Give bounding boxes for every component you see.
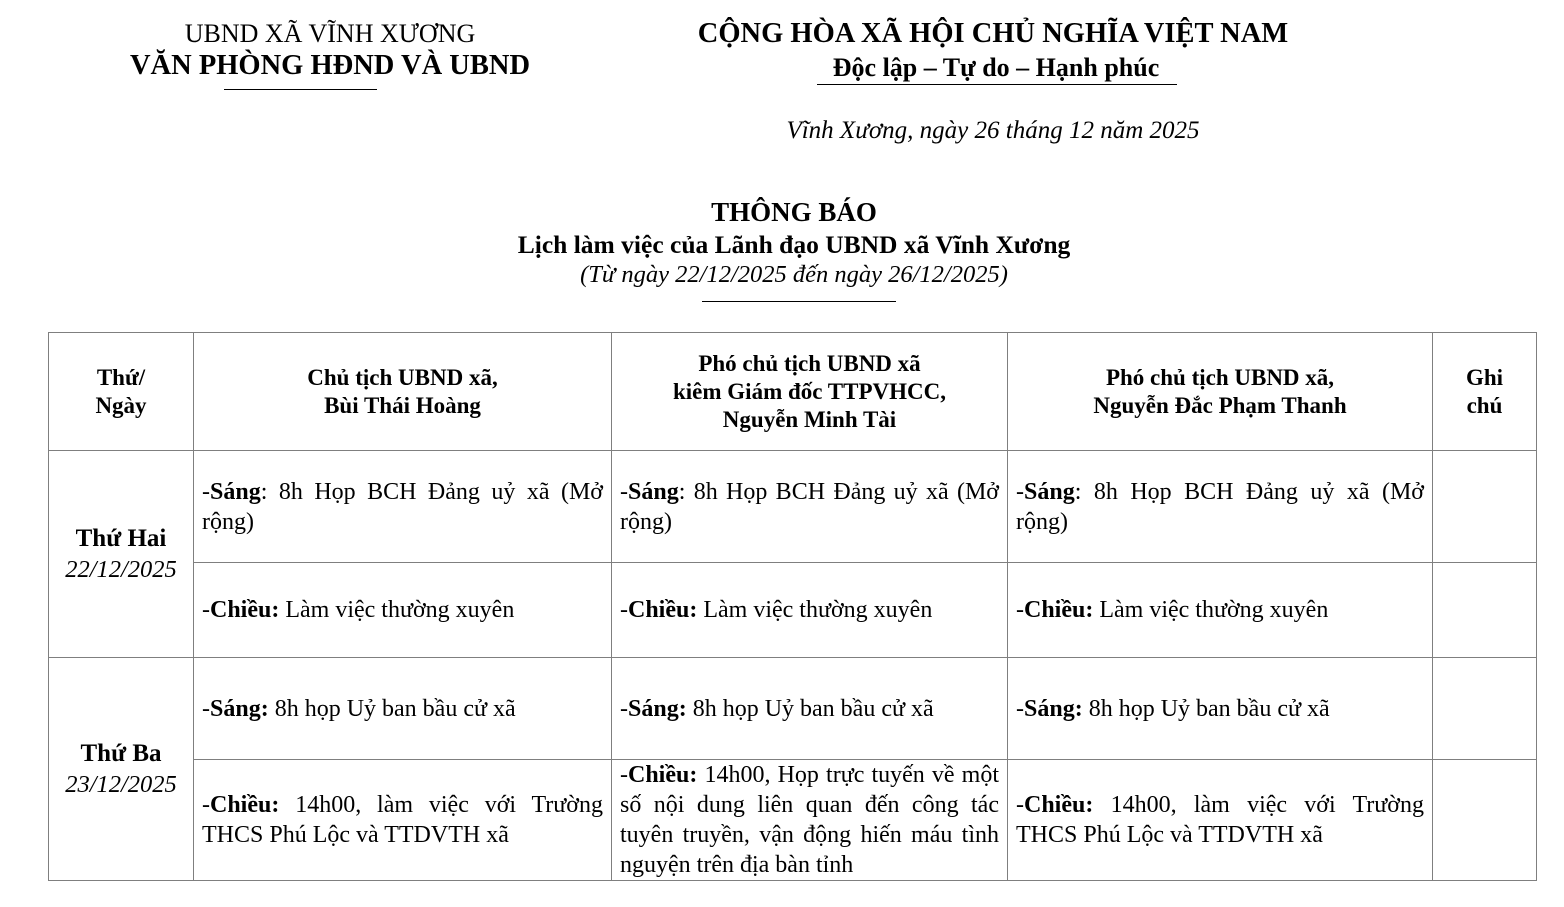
notice-date-range: (Từ ngày 22/12/2025 đến ngày 26/12/2025) (580, 261, 1008, 288)
day-cell: Thứ Ba 23/12/2025 (49, 658, 194, 881)
note-cell (1433, 658, 1537, 760)
header-vice-chairman-2: Phó chủ tịch UBND xã, Nguyễn Đắc Phạm Thanh (1008, 333, 1433, 451)
schedule-cell: -Sáng: 8h họp Uỷ ban bầu cử xã (194, 658, 612, 760)
schedule-cell: -Chiều: Làm việc thường xuyên (1008, 563, 1433, 658)
day-cell: Thứ Hai 22/12/2025 (49, 451, 194, 658)
schedule-cell: -Chiều: 14h00, làm việc với Trường THCS Phú Lộc và TTDVTH xã (1008, 760, 1433, 881)
place-date: Vĩnh Xương, ngày 26 tháng 12 năm 2025 (786, 117, 1200, 144)
note-cell (1433, 563, 1537, 658)
note-cell (1433, 451, 1537, 563)
schedule-cell: -Chiều: Làm việc thường xuyên (612, 563, 1008, 658)
national-title: CỘNG HÒA XÃ HỘI CHỦ NGHĨA VIỆT NAM (697, 18, 1289, 49)
notice-title: THÔNG BÁO (711, 197, 877, 227)
schedule-cell: -Sáng: 8h Họp BCH Đảng uỷ xã (Mở rộng) (194, 451, 612, 563)
header-note: Ghi chú (1433, 333, 1537, 451)
title-underline (702, 301, 896, 302)
schedule-cell: -Sáng: 8h Họp BCH Đảng uỷ xã (Mở rộng) (1008, 451, 1433, 563)
schedule-cell: -Sáng: 8h họp Uỷ ban bầu cử xã (612, 658, 1008, 760)
note-cell (1433, 760, 1537, 881)
notice-subtitle: Lịch làm việc của Lãnh đạo UBND xã Vĩnh Xương (517, 230, 1071, 259)
header-row (49, 333, 1537, 451)
table-row (49, 451, 1537, 563)
table-row (49, 760, 1537, 881)
schedule-cell: -Chiều: Làm việc thường xuyên (194, 563, 612, 658)
header-vice-chairman-1: Phó chủ tịch UBND xã kiêm Giám đốc TTPVHCC, Nguyễn Minh Tài (612, 333, 1008, 451)
schedule-cell: -Chiều: 14h00, làm việc với Trường THCS Phú Lộc và TTDVTH xã (194, 760, 612, 881)
schedule-table (48, 332, 1537, 881)
header-chairman: Chủ tịch UBND xã, Bùi Thái Hoàng (194, 333, 612, 451)
org-line-1: UBND XÃ VĨNH XƯƠNG (184, 19, 476, 48)
org-line-2: VĂN PHÒNG HĐND VÀ UBND (129, 50, 531, 81)
schedule-cell: -Sáng: 8h họp Uỷ ban bầu cử xã (1008, 658, 1433, 760)
table-row (49, 563, 1537, 658)
header-day: Thứ/ Ngày (49, 333, 194, 451)
schedule-cell: -Sáng: 8h Họp BCH Đảng uỷ xã (Mở rộng) (612, 451, 1008, 563)
table-row (49, 658, 1537, 760)
national-motto: Độc lập – Tự do – Hạnh phúc (832, 53, 1160, 82)
schedule-cell: -Chiều: 14h00, Họp trực tuyến về một số nội dung liên quan đến công tác tuyên truyền, vận động hiến máu tình nguyện trên địa bàn tỉnh (612, 760, 1008, 881)
org-underline (224, 89, 377, 90)
motto-underline (817, 84, 1177, 85)
